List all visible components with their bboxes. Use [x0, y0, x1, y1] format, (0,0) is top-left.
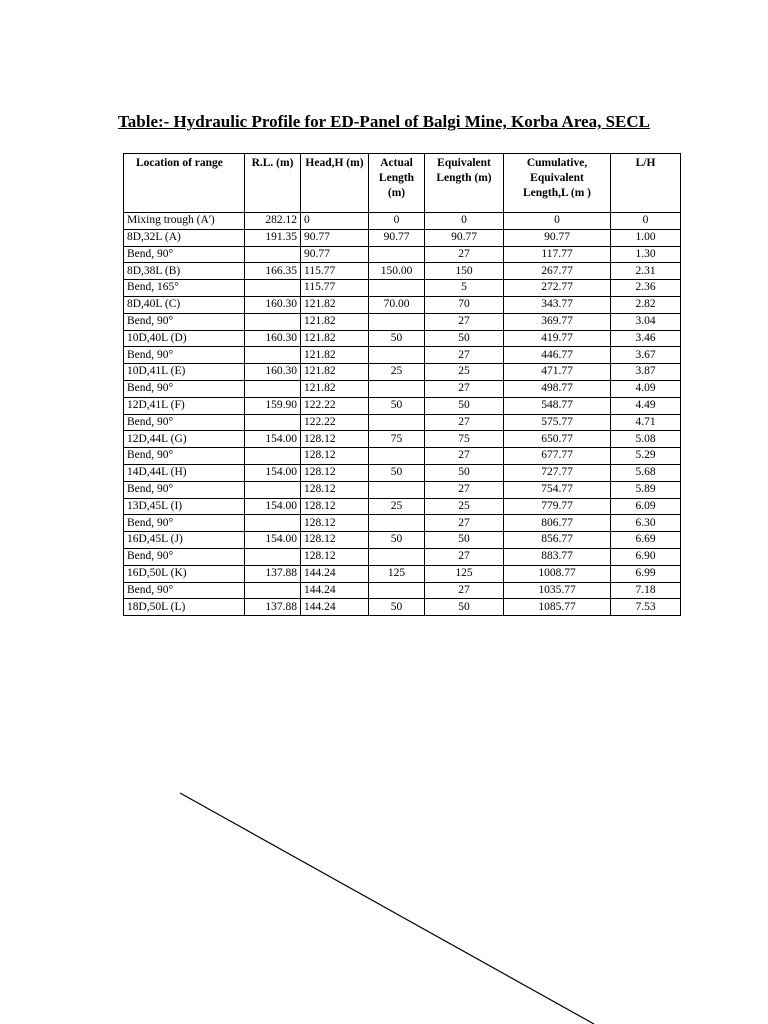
cell-cumulative-length: 779.77 — [504, 498, 611, 515]
cell-equivalent-length: 125 — [425, 565, 504, 582]
cell-location: Bend, 90° — [124, 313, 245, 330]
cell-location: Bend, 90° — [124, 548, 245, 565]
cell-cumulative-length: 471.77 — [504, 364, 611, 381]
cell-actual-length: 90.77 — [369, 229, 425, 246]
cell-actual-length: 70.00 — [369, 296, 425, 313]
cell-equivalent-length: 27 — [425, 515, 504, 532]
cell-head: 128.12 — [301, 481, 369, 498]
cell-l-over-h: 5.29 — [611, 448, 681, 465]
cell-l-over-h: 6.09 — [611, 498, 681, 515]
cell-head: 122.22 — [301, 414, 369, 431]
cell-cumulative-length: 272.77 — [504, 280, 611, 297]
cell-location: 10D,41L (E) — [124, 364, 245, 381]
cell-head: 128.12 — [301, 431, 369, 448]
cell-l-over-h: 4.09 — [611, 380, 681, 397]
cell-head: 121.82 — [301, 313, 369, 330]
cell-cumulative-length: 0 — [504, 213, 611, 230]
header-head: Head,H (m) — [301, 154, 369, 213]
cell-location: Bend, 90° — [124, 515, 245, 532]
cell-location: Bend, 90° — [124, 481, 245, 498]
cell-head: 128.12 — [301, 464, 369, 481]
cell-actual-length: 50 — [369, 464, 425, 481]
cell-l-over-h: 2.36 — [611, 280, 681, 297]
cell-equivalent-length: 27 — [425, 448, 504, 465]
cell-l-over-h: 6.30 — [611, 515, 681, 532]
cell-location: 14D,44L (H) — [124, 464, 245, 481]
cell-equivalent-length: 50 — [425, 464, 504, 481]
diagonal-line — [180, 793, 594, 1024]
cell-location: 16D,50L (K) — [124, 565, 245, 582]
cell-head: 144.24 — [301, 565, 369, 582]
cell-actual-length: 150.00 — [369, 263, 425, 280]
cell-rl: 159.90 — [245, 397, 301, 414]
cell-head: 121.82 — [301, 296, 369, 313]
cell-cumulative-length: 446.77 — [504, 347, 611, 364]
cell-cumulative-length: 267.77 — [504, 263, 611, 280]
cell-head: 128.12 — [301, 515, 369, 532]
cell-equivalent-length: 75 — [425, 431, 504, 448]
cell-cumulative-length: 727.77 — [504, 464, 611, 481]
cell-actual-length: 25 — [369, 498, 425, 515]
cell-actual-length: 75 — [369, 431, 425, 448]
cell-l-over-h: 5.89 — [611, 481, 681, 498]
cell-equivalent-length: 50 — [425, 397, 504, 414]
cell-rl: 160.30 — [245, 364, 301, 381]
cell-cumulative-length: 754.77 — [504, 481, 611, 498]
cell-head: 128.12 — [301, 548, 369, 565]
cell-head: 128.12 — [301, 498, 369, 515]
cell-head: 144.24 — [301, 599, 369, 616]
cell-equivalent-length: 27 — [425, 246, 504, 263]
cell-rl: 160.30 — [245, 296, 301, 313]
table-title: Table:- Hydraulic Profile for ED-Panel of Balgi Mine, Korba Area, SECL — [117, 112, 651, 131]
cell-equivalent-length: 27 — [425, 347, 504, 364]
cell-location: Bend, 90° — [124, 582, 245, 599]
cell-head: 128.12 — [301, 448, 369, 465]
cell-equivalent-length: 50 — [425, 532, 504, 549]
cell-cumulative-length: 650.77 — [504, 431, 611, 448]
cell-location: 13D,45L (I) — [124, 498, 245, 515]
cell-equivalent-length: 27 — [425, 548, 504, 565]
cell-equivalent-length: 50 — [425, 330, 504, 347]
cell-cumulative-length: 856.77 — [504, 532, 611, 549]
cell-equivalent-length: 90.77 — [425, 229, 504, 246]
cell-equivalent-length: 27 — [425, 380, 504, 397]
cell-equivalent-length: 27 — [425, 313, 504, 330]
cell-rl: 154.00 — [245, 498, 301, 515]
cell-head: 121.82 — [301, 364, 369, 381]
cell-actual-length: 25 — [369, 364, 425, 381]
cell-equivalent-length: 150 — [425, 263, 504, 280]
cell-actual-length: 50 — [369, 532, 425, 549]
cell-cumulative-length: 806.77 — [504, 515, 611, 532]
cell-actual-length: 50 — [369, 397, 425, 414]
cell-cumulative-length: 677.77 — [504, 448, 611, 465]
header-location-of-range: Location of range — [124, 154, 245, 213]
cell-location: 18D,50L (L) — [124, 599, 245, 616]
cell-cumulative-length: 343.77 — [504, 296, 611, 313]
cell-location: 16D,45L (J) — [124, 532, 245, 549]
cell-equivalent-length: 27 — [425, 414, 504, 431]
cell-l-over-h: 1.00 — [611, 229, 681, 246]
cell-l-over-h: 3.67 — [611, 347, 681, 364]
cell-l-over-h: 6.69 — [611, 532, 681, 549]
cell-cumulative-length: 117.77 — [504, 246, 611, 263]
cell-location: 8D,40L (C) — [124, 296, 245, 313]
cell-l-over-h: 4.49 — [611, 397, 681, 414]
cell-l-over-h: 4.71 — [611, 414, 681, 431]
cell-head: 115.77 — [301, 280, 369, 297]
cell-location: Bend, 90° — [124, 448, 245, 465]
cell-head: 0 — [301, 213, 369, 230]
cell-cumulative-length: 883.77 — [504, 548, 611, 565]
cell-l-over-h: 5.68 — [611, 464, 681, 481]
cell-head: 128.12 — [301, 532, 369, 549]
cell-l-over-h: 3.46 — [611, 330, 681, 347]
cell-l-over-h: 2.82 — [611, 296, 681, 313]
cell-location: Mixing trough (A') — [124, 213, 245, 230]
cell-equivalent-length: 27 — [425, 481, 504, 498]
cell-head: 122.22 — [301, 397, 369, 414]
cell-actual-length: 50 — [369, 330, 425, 347]
cell-head: 121.82 — [301, 380, 369, 397]
cell-cumulative-length: 419.77 — [504, 330, 611, 347]
cell-rl: 154.00 — [245, 464, 301, 481]
cell-cumulative-length: 1035.77 — [504, 582, 611, 599]
cell-l-over-h: 7.53 — [611, 599, 681, 616]
cell-head: 90.77 — [301, 229, 369, 246]
header-actual-length: Actual Length (m) — [369, 154, 425, 213]
cell-equivalent-length: 0 — [425, 213, 504, 230]
cell-cumulative-length: 1008.77 — [504, 565, 611, 582]
cell-head: 115.77 — [301, 263, 369, 280]
cell-actual-length: 125 — [369, 565, 425, 582]
cell-location: Bend, 90° — [124, 246, 245, 263]
cell-equivalent-length: 5 — [425, 280, 504, 297]
cell-l-over-h: 6.99 — [611, 565, 681, 582]
header-l-over-h: L/H — [611, 154, 681, 213]
cell-location: Bend, 90° — [124, 414, 245, 431]
cell-location: 8D,32L (A) — [124, 229, 245, 246]
cell-l-over-h: 0 — [611, 213, 681, 230]
cell-equivalent-length: 70 — [425, 296, 504, 313]
cell-head: 90.77 — [301, 246, 369, 263]
cell-location: 10D,40L (D) — [124, 330, 245, 347]
cell-cumulative-length: 575.77 — [504, 414, 611, 431]
cell-l-over-h: 6.90 — [611, 548, 681, 565]
cell-rl: 154.00 — [245, 431, 301, 448]
cell-equivalent-length: 25 — [425, 364, 504, 381]
cell-location: Bend, 165° — [124, 280, 245, 297]
cell-l-over-h: 2.31 — [611, 263, 681, 280]
cell-equivalent-length: 27 — [425, 582, 504, 599]
cell-rl: 282.12 — [245, 213, 301, 230]
cell-location: 8D,38L (B) — [124, 263, 245, 280]
cell-l-over-h: 3.87 — [611, 364, 681, 381]
cell-cumulative-length: 548.77 — [504, 397, 611, 414]
cell-l-over-h: 3.04 — [611, 313, 681, 330]
cell-location: Bend, 90° — [124, 380, 245, 397]
cell-location: 12D,44L (G) — [124, 431, 245, 448]
cell-cumulative-length: 90.77 — [504, 229, 611, 246]
cell-equivalent-length: 25 — [425, 498, 504, 515]
cell-rl: 137.88 — [245, 565, 301, 582]
header-equivalent-length: Equivalent Length (m) — [425, 154, 504, 213]
cell-rl: 154.00 — [245, 532, 301, 549]
cell-head: 121.82 — [301, 347, 369, 364]
cell-head: 121.82 — [301, 330, 369, 347]
cell-rl: 191.35 — [245, 229, 301, 246]
cell-actual-length: 0 — [369, 213, 425, 230]
cell-l-over-h: 5.08 — [611, 431, 681, 448]
header-rl: R.L. (m) — [245, 154, 301, 213]
header-cumulative-equivalent-length: Cumulative, Equivalent Length,L (m ) — [504, 154, 611, 213]
cell-l-over-h: 1.30 — [611, 246, 681, 263]
cell-equivalent-length: 50 — [425, 599, 504, 616]
cell-head: 144.24 — [301, 582, 369, 599]
cell-location: Bend, 90° — [124, 347, 245, 364]
cell-cumulative-length: 1085.77 — [504, 599, 611, 616]
cell-actual-length: 50 — [369, 599, 425, 616]
cell-cumulative-length: 498.77 — [504, 380, 611, 397]
cell-rl: 160.30 — [245, 330, 301, 347]
cell-rl: 137.88 — [245, 599, 301, 616]
cell-cumulative-length: 369.77 — [504, 313, 611, 330]
cell-l-over-h: 7.18 — [611, 582, 681, 599]
cell-location: 12D,41L (F) — [124, 397, 245, 414]
cell-rl: 166.35 — [245, 263, 301, 280]
